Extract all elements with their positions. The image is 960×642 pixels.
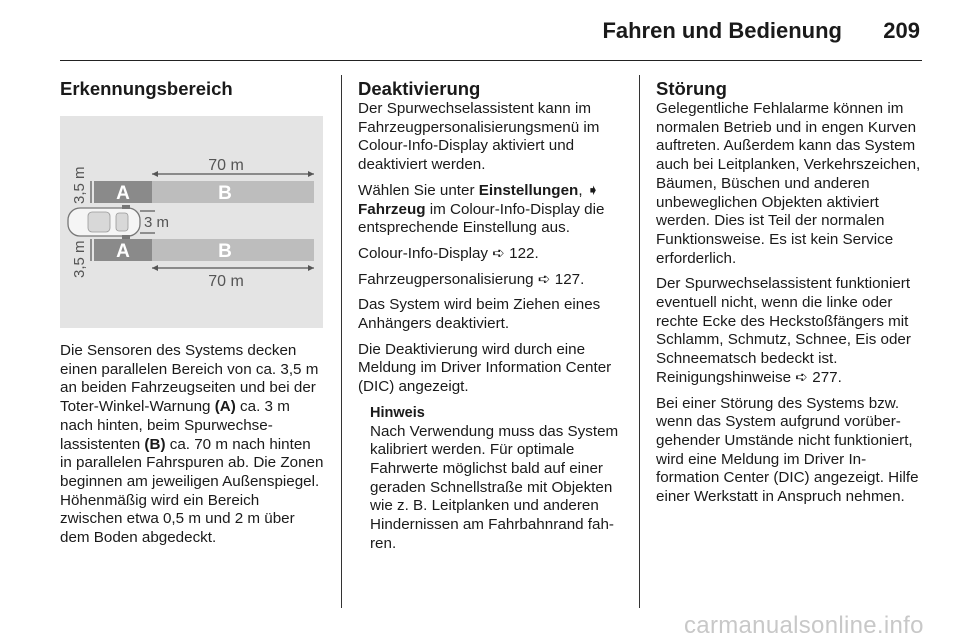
col3-p2: Der Spurwechselassistent funktioniert eventuell nicht, wenn die linke oder rechte Ecke des Heckstoßfängers mit Schlamm, Schmutz, Schnee, Eis oder Schneematsch bedeckt ist. Reinigungshinweise ➪ 277. — [656, 275, 911, 386]
dim-35m-top-label: 3,5 m — [71, 166, 88, 204]
column-2 — [358, 78, 624, 553]
page-number: 209 — [883, 18, 920, 43]
col2-p6: Die Deaktivierung wird durch eine Meldung im Driver Information Center (DIC) angezeigt. — [358, 340, 612, 396]
header-title: Fahren und Bedienung — [602, 18, 842, 43]
heading-erkennungsbereich: Erkennungsbereich — [60, 78, 233, 99]
note-heading: Hinweis — [370, 404, 425, 421]
note-text: Nach Verwendung muss das System kalibriert werden. Für optimale Fahrwerte möglichst bald auf einer geraden Schnellstraße mit Objekten wie z. B. Leitplanken und anderen Hindernissen am Fahrbahnrand fahren. — [370, 422, 619, 552]
col2-p1: Der Spurwechselassistent kann im Fahrzeugpersonalisierungsmenü im Colour-Info-Display aktiviert und deaktiviert werden. — [358, 100, 600, 174]
column-divider-2 — [639, 75, 640, 608]
dim-3m-label: 3 m — [144, 214, 170, 231]
zone-b-bottom-label: B — [218, 241, 232, 262]
column-3 — [656, 78, 922, 514]
col2-p2: Wählen Sie unter Einstellungen, ➧ Fahrzeug im Colour-Info-Display die entsprechende Einstellung aus. — [358, 181, 605, 237]
car-icon — [68, 205, 140, 239]
dim-35m-bottom-label: 3,5 m — [71, 240, 88, 278]
watermark: carmanualsonline.info — [684, 612, 924, 639]
col1-paragraph: Die Sensoren des Systems decken einen parallelen Bereich von ca. 3,5 m an beiden Fahrzeugseiten und bei der Toter-Winkel-Warnung (A) ca. 3 m nach hinten, beim Spurwechselassistenten (B) ca. 70 m nach hinten in parallelen Fahrspuren ab. Die Zonen beginnen am jeweiligen Außenspiegel. Höhenmäßig wird ein Bereich zwischen etwa 0,5 m und 2 m über dem Boden abgedeckt. — [60, 342, 324, 547]
col3-p1: Gelegentliche Fehlalarme können im normalen Betrieb und in engen Kurven auftreten. Außerdem kann das System auch bei Leitplanken, Verkehrszeichen, Bäumen, Büschen und anderen unbeweglichen Objekten aktiviert werden. Dies ist Teil der normalen Funktionsweise. Es ist kein Service erforderlich. — [656, 100, 921, 267]
detection-zone-figure — [60, 116, 323, 328]
detection-zone-diagram — [60, 116, 323, 328]
col2-p4: Fahrzeugpersonalisierung ➪ 127. — [358, 270, 585, 288]
column-divider-1 — [341, 75, 342, 608]
zone-b-bottom-bar — [152, 239, 314, 261]
zone-a-top-label: A — [116, 183, 130, 204]
column-1 — [60, 78, 325, 555]
col3-p3: Bei einer Störung des Systems bzw. wenn das System aufgrund vorübergehender Umstände nicht funktioniert, wird eine Meldung im Driver Information Center (DIC) angezeigt. Hilfe einer Werkstatt in Anspruch nehmen. — [656, 394, 919, 506]
zone-b-top-bar — [152, 181, 314, 203]
note-box — [370, 404, 624, 554]
heading-stoerung: Störung — [656, 78, 727, 99]
col2-p3: Colour-Info-Display ➪ 122. — [358, 244, 539, 262]
dim-70m-bottom-label: 70 m — [208, 273, 244, 290]
zone-a-bottom-label: A — [116, 241, 130, 262]
heading-deaktivierung: Deaktivierung — [358, 78, 481, 99]
header-rule — [60, 60, 922, 61]
zone-b-top-label: B — [218, 183, 232, 204]
dim-70m-top-label: 70 m — [208, 157, 244, 174]
page-header — [0, 0, 960, 60]
col2-p5: Das System wird beim Ziehen eines Anhängers deaktiviert. — [358, 296, 601, 333]
